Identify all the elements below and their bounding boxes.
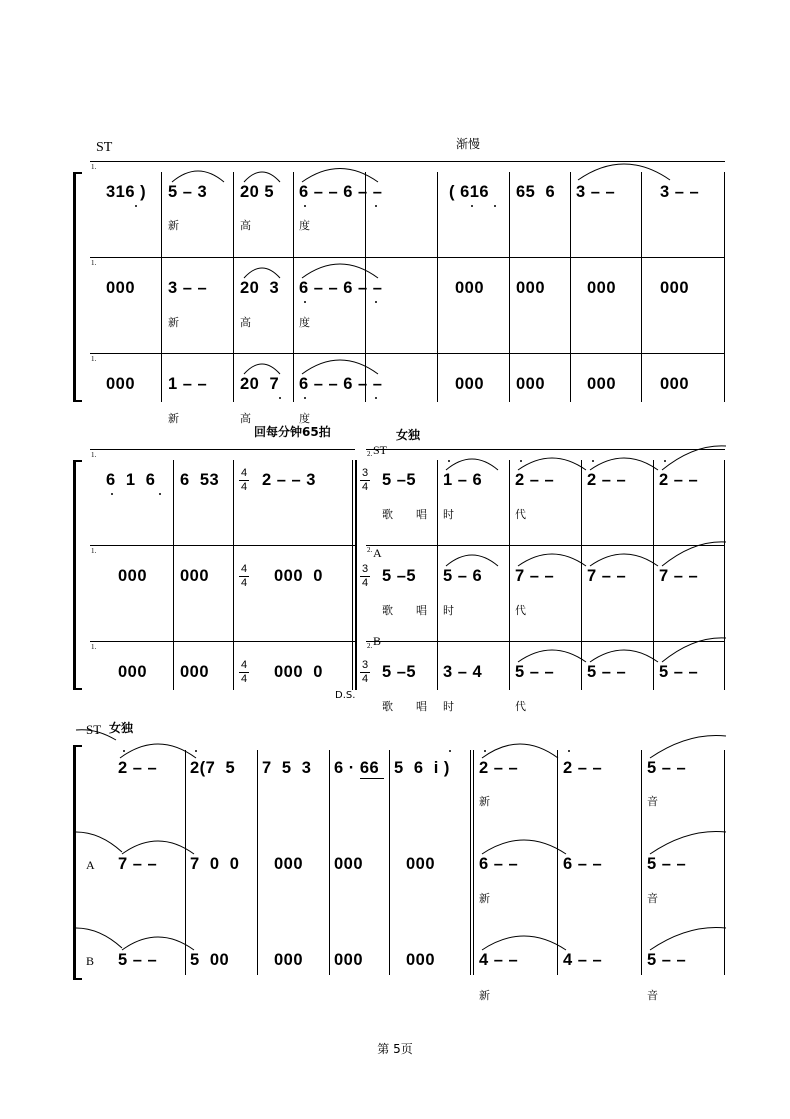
measure-notes: 20 3	[240, 279, 280, 297]
measure-notes: 2 – –	[563, 759, 603, 777]
measure-notes: 20 5	[240, 183, 275, 201]
staff-marker: 1.	[91, 163, 97, 171]
measure-notes: 5 – –	[647, 855, 687, 873]
lyric: 新	[168, 316, 179, 329]
measure-notes: 5 –5	[382, 663, 417, 681]
ts-top: 4	[240, 467, 248, 479]
measure-notes: 65 6	[516, 183, 556, 201]
ts-bottom: 4	[240, 577, 248, 589]
ts-top: 3	[361, 659, 369, 671]
ts-bottom: 4	[361, 577, 369, 589]
lyric: 歌	[382, 700, 393, 713]
ts-top: 4	[240, 659, 248, 671]
measure-notes: 2 – –	[118, 759, 158, 777]
measure-notes: 000	[516, 279, 546, 297]
part-label-a: A	[86, 858, 95, 872]
volta-number: 2.	[367, 642, 373, 650]
measure-notes: 000	[106, 375, 136, 393]
measure-notes: 316 )	[106, 183, 147, 201]
measure-notes: 20 7	[240, 375, 280, 393]
measure-notes: 6 – –	[479, 855, 519, 873]
tempo-text: 回每分钟65拍	[254, 425, 331, 439]
measure-notes: 3 – 4	[443, 663, 483, 681]
lyric: 歌	[382, 508, 393, 521]
measure-notes: 000	[406, 951, 436, 969]
ts-top: 4	[240, 563, 248, 575]
part-label-st: ST	[86, 722, 102, 737]
staff-marker: 1.	[91, 643, 97, 651]
volta-number: 2.	[367, 546, 373, 554]
lyric: 音	[647, 989, 658, 1002]
staff-marker: 1.	[91, 355, 97, 363]
measure-notes: 000 0	[274, 567, 323, 585]
lyric: 时	[443, 508, 454, 521]
ts-bottom: 4	[361, 481, 369, 493]
lyric: 新	[479, 989, 490, 1002]
ts-top: 3	[361, 467, 369, 479]
lyric: 音	[647, 795, 658, 808]
measure-notes: 3 – –	[168, 279, 208, 297]
measure-notes: 5 – –	[118, 951, 158, 969]
lyric: 唱	[416, 700, 427, 713]
part-label-st: ST	[96, 140, 113, 155]
lyric: 代	[515, 604, 526, 617]
lyric: 高	[240, 219, 251, 232]
measure-notes: 000	[660, 279, 690, 297]
measure-notes: 5 –5	[382, 567, 417, 585]
ts-bottom: 4	[240, 481, 248, 493]
measure-notes: 000 0	[274, 663, 323, 681]
measure-notes: 000	[587, 375, 617, 393]
measure-notes: 000	[455, 375, 485, 393]
measure-notes: 5 – 6	[443, 567, 483, 585]
measure-notes: 000	[274, 951, 304, 969]
measure-notes: 1 – –	[168, 375, 208, 393]
measure-notes: 2 – – 3	[262, 471, 316, 489]
measure-notes: 5 00	[190, 951, 230, 969]
measure-notes: 4 – –	[479, 951, 519, 969]
staff-marker: 1.	[91, 451, 97, 459]
part-label-b: B	[86, 954, 95, 968]
staff-marker: 1.	[91, 547, 97, 555]
measure-notes: 4 – –	[563, 951, 603, 969]
measure-notes: 000	[455, 279, 485, 297]
measure-notes: 000	[106, 279, 136, 297]
measure-notes: 5 – –	[515, 663, 555, 681]
ts-bottom: 4	[240, 673, 248, 685]
lyric: 度	[299, 316, 310, 329]
measure-notes: 7 – –	[587, 567, 627, 585]
tempo-mark-rit: 渐慢	[456, 137, 481, 151]
measure-notes: ( 616	[449, 183, 490, 201]
lyric: 高	[240, 412, 251, 425]
lyric: 唱	[416, 604, 427, 617]
solo-label: 女独	[396, 428, 421, 442]
measure-notes: 6 – – 6 – –	[299, 375, 383, 393]
lyric: 唱	[416, 508, 427, 521]
measure-notes: 7 – –	[118, 855, 158, 873]
measure-notes: 2 – –	[479, 759, 519, 777]
lyric: 高	[240, 316, 251, 329]
measure-notes: 1 – 6	[443, 471, 483, 489]
measure-notes: 7 5 3	[262, 759, 312, 777]
measure-notes: 5 – 3	[168, 183, 208, 201]
measure-notes: 000	[334, 951, 364, 969]
measure-notes: 2(7 5	[190, 759, 236, 777]
measure-notes: 3 – –	[660, 183, 700, 201]
staff-marker: 1.	[91, 259, 97, 267]
lyric: 度	[299, 412, 310, 425]
lyric: 新	[168, 219, 179, 232]
lyric: 音	[647, 892, 658, 905]
measure-notes: 3 – –	[576, 183, 616, 201]
measure-notes: 6 53	[180, 471, 220, 489]
measure-notes: 6 1 6	[106, 471, 156, 489]
measure-notes: 7 – –	[515, 567, 555, 585]
measure-notes: 2 – –	[659, 471, 699, 489]
measure-notes: 6 · 66	[334, 759, 380, 777]
solo-label: 女独	[109, 721, 134, 735]
ds-mark: D.S.	[335, 690, 356, 701]
measure-notes: 000	[406, 855, 436, 873]
lyric: 时	[443, 604, 454, 617]
lyric: 代	[515, 700, 526, 713]
lyric: 新	[479, 795, 490, 808]
measure-notes: 000	[587, 279, 617, 297]
lyric: 歌	[382, 604, 393, 617]
measure-notes: 6 – –	[563, 855, 603, 873]
measure-notes: 7 – –	[659, 567, 699, 585]
part-label-st: ST	[373, 443, 388, 457]
lyric: 新	[168, 412, 179, 425]
lyric: 代	[515, 508, 526, 521]
measure-notes: 000	[660, 375, 690, 393]
ts-bottom: 4	[361, 673, 369, 685]
measure-notes: 7 0 0	[190, 855, 240, 873]
measure-notes: 000	[180, 567, 210, 585]
measure-notes: 6 – – 6 – –	[299, 279, 383, 297]
measure-notes: 000	[274, 855, 304, 873]
measure-notes: 6 – – 6 – –	[299, 183, 383, 201]
measure-notes: 2 – –	[587, 471, 627, 489]
measure-notes: 000	[118, 567, 148, 585]
measure-notes: 000	[180, 663, 210, 681]
measure-notes: 5 – –	[647, 759, 687, 777]
lyric: 度	[299, 219, 310, 232]
volta-number: 2.	[367, 450, 373, 458]
measure-notes: 5 6 i )	[394, 759, 450, 777]
measure-notes: 000	[516, 375, 546, 393]
part-label-a: A	[373, 546, 382, 560]
part-label-b: B	[373, 634, 382, 648]
page-number: 第 5页	[377, 1042, 413, 1056]
lyric: 时	[443, 700, 454, 713]
measure-notes: 000	[334, 855, 364, 873]
measure-notes: 5 –5	[382, 471, 417, 489]
measure-notes: 5 – –	[647, 951, 687, 969]
measure-notes: 5 – –	[659, 663, 699, 681]
measure-notes: 2 – –	[515, 471, 555, 489]
measure-notes: 000	[118, 663, 148, 681]
measure-notes: 5 – –	[587, 663, 627, 681]
lyric: 新	[479, 892, 490, 905]
ts-top: 3	[361, 563, 369, 575]
